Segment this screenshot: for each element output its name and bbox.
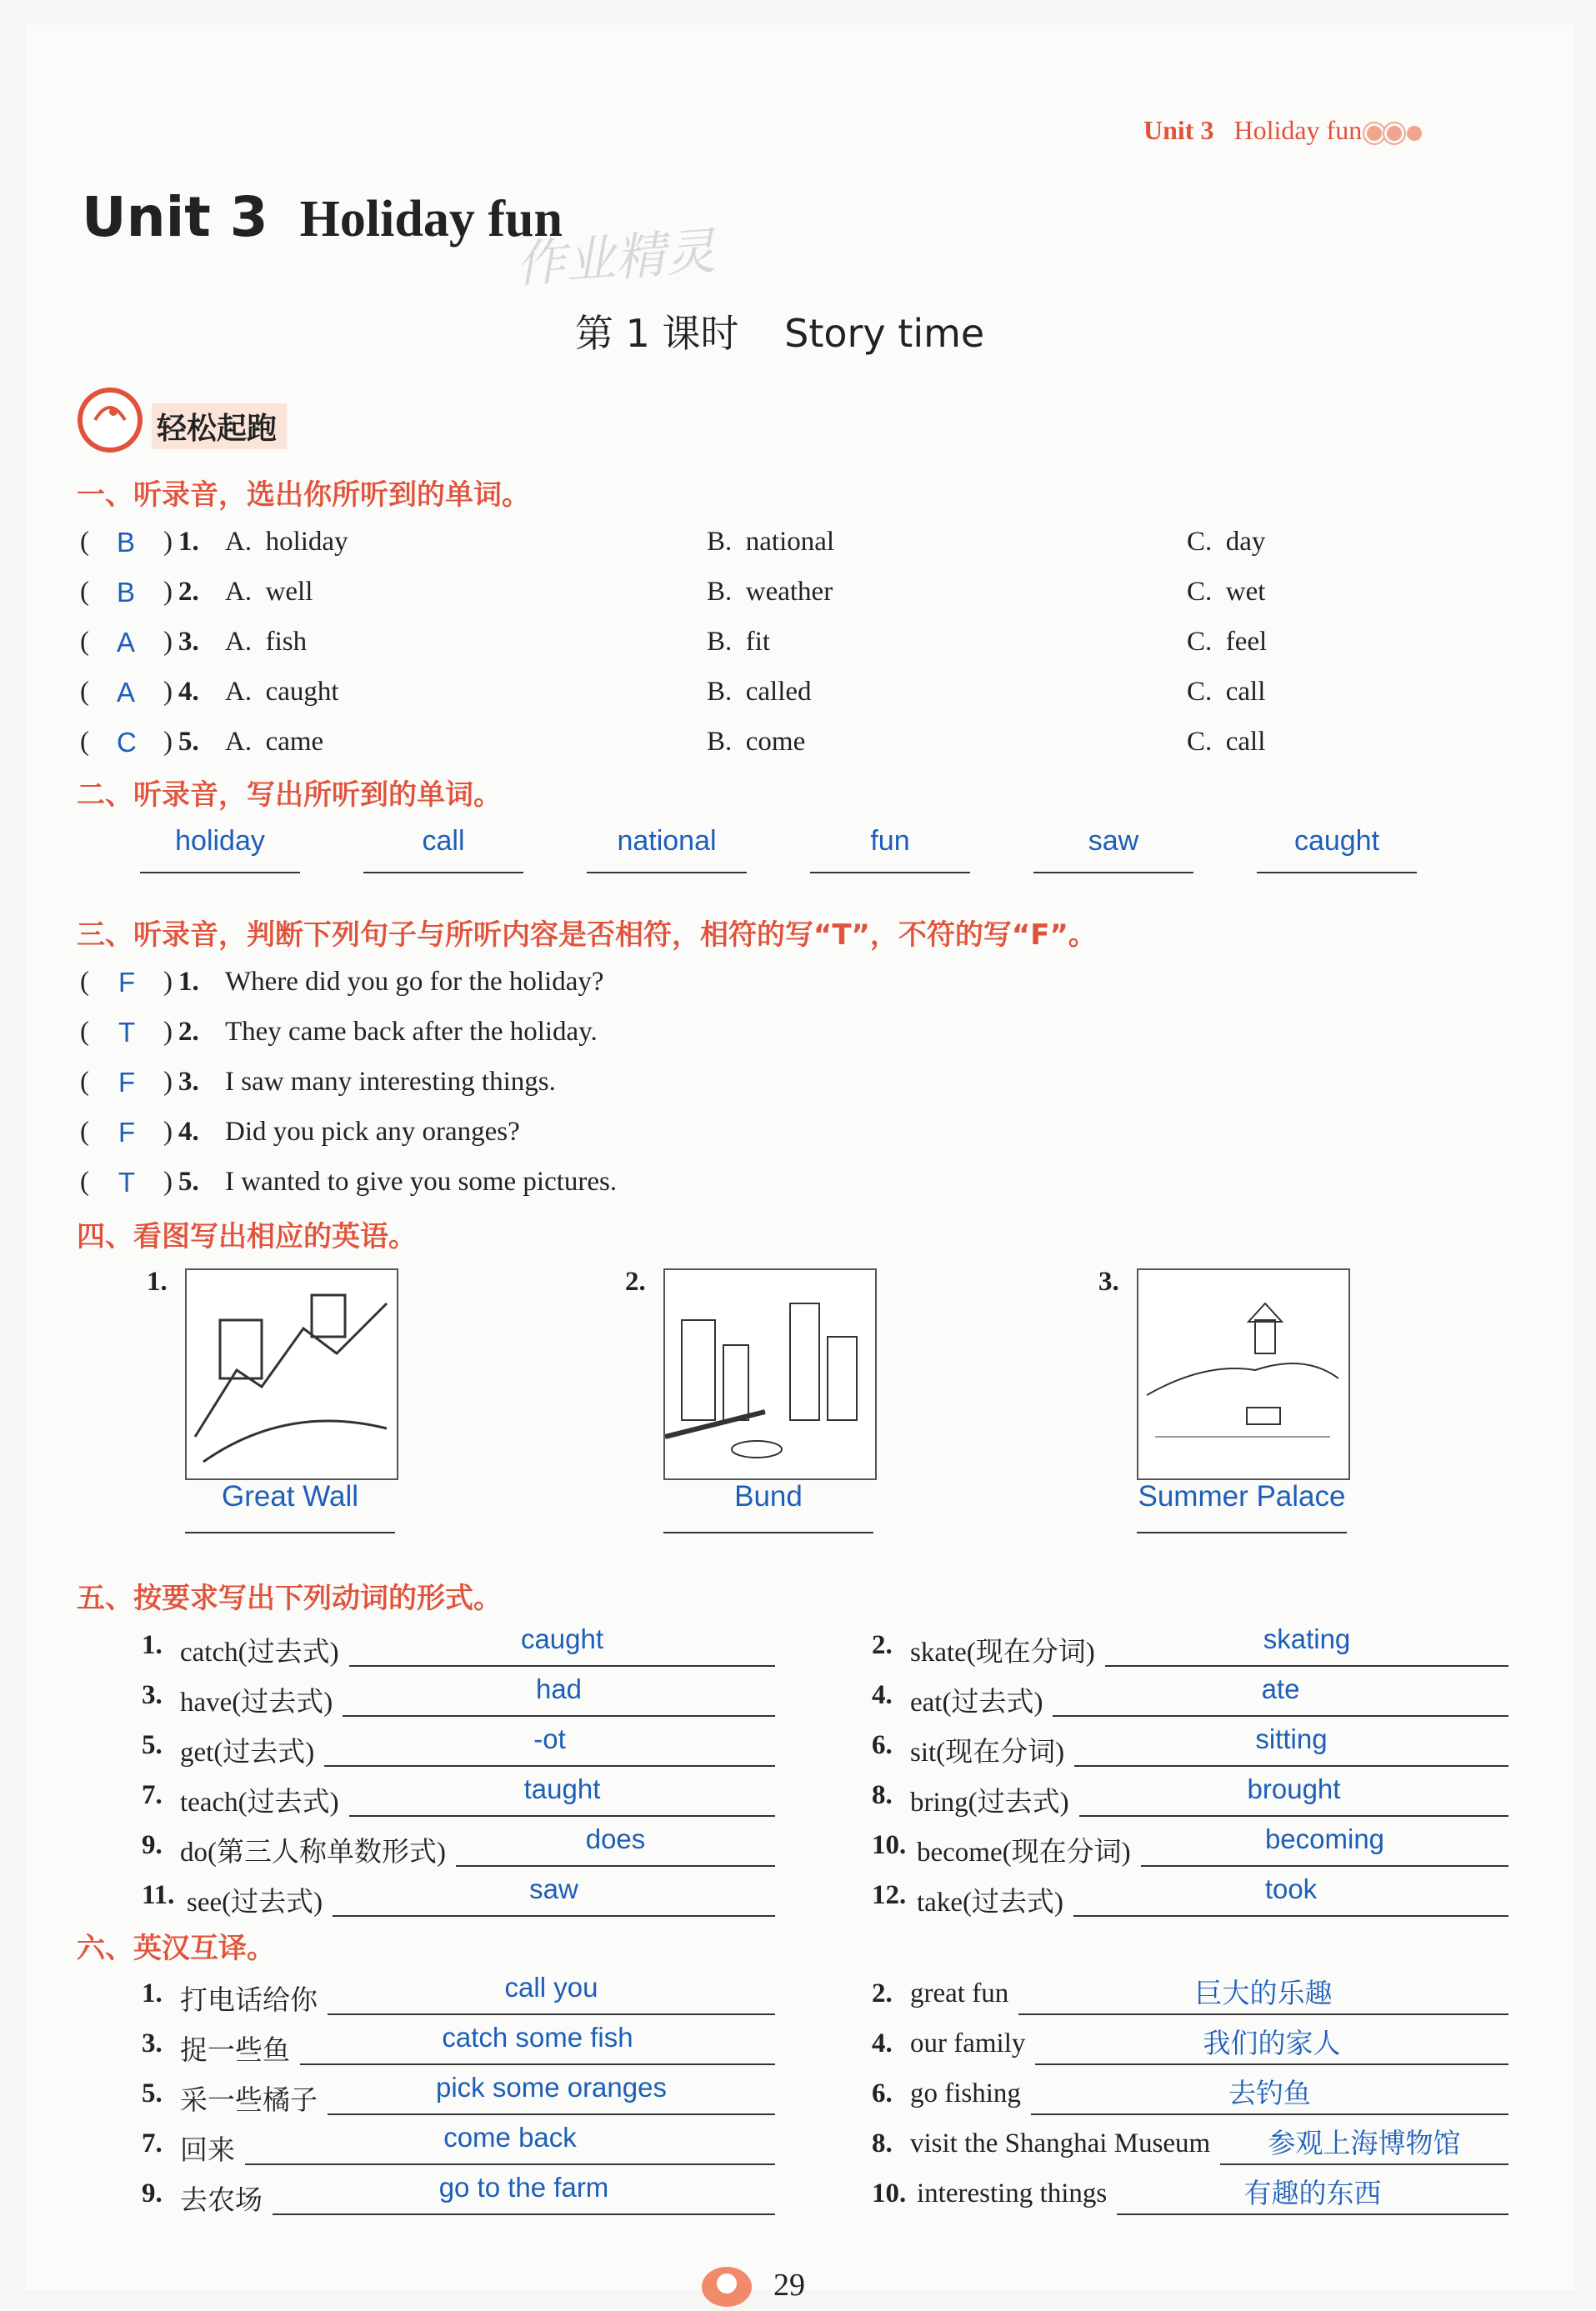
bracket-open: ( bbox=[80, 1117, 89, 1147]
question-text: interesting things bbox=[917, 2178, 1108, 2208]
exercise-row bbox=[872, 1823, 1508, 1877]
blank-underline bbox=[349, 1815, 775, 1817]
answer-text: 我们的家人 bbox=[1203, 2028, 1341, 2058]
question-text: take(过去式) bbox=[917, 1888, 1063, 1918]
answer-text: 参观上海博物馆 bbox=[1268, 2128, 1461, 2158]
choice-row bbox=[80, 677, 1497, 718]
answer-blank[interactable] bbox=[245, 2122, 775, 2167]
blank-underline bbox=[1257, 872, 1417, 873]
question-number: 9. bbox=[142, 2178, 163, 2208]
answer-blank[interactable] bbox=[1141, 1823, 1508, 1868]
question-number: 5. bbox=[142, 2078, 163, 2108]
bracket-open: ( bbox=[80, 1067, 89, 1097]
answer-text: ate bbox=[1261, 1673, 1300, 1704]
answer-text: pick some oranges bbox=[436, 2072, 667, 2103]
answer-blank[interactable] bbox=[328, 1972, 775, 2017]
exercise-row bbox=[142, 1972, 775, 2025]
question-text: see(过去式) bbox=[187, 1888, 323, 1918]
answer-text: taught bbox=[523, 1773, 601, 1804]
option-c: C. call bbox=[1187, 727, 1266, 757]
answer-blank[interactable] bbox=[343, 1673, 775, 1718]
question-text: 打电话给你 bbox=[180, 1986, 318, 2016]
question-number: 5. bbox=[178, 727, 199, 757]
blank-underline bbox=[324, 1765, 775, 1767]
judge-row bbox=[80, 1067, 1247, 1108]
option-c: C. wet bbox=[1187, 577, 1266, 607]
bracket-open: ( bbox=[80, 677, 89, 707]
question-number: 9. bbox=[142, 1830, 163, 1860]
answer-blank[interactable] bbox=[1220, 2122, 1508, 2167]
bracket-close: ) bbox=[163, 677, 173, 707]
question-number: 3. bbox=[178, 627, 199, 657]
blank-underline bbox=[1074, 1765, 1508, 1767]
sentence-text: They came back after the holiday. bbox=[225, 1017, 598, 1047]
question-number: 7. bbox=[142, 1780, 163, 1810]
sentence-text: I wanted to give you some pictures. bbox=[225, 1167, 618, 1197]
exercise-row bbox=[142, 2172, 775, 2225]
word-blank[interactable] bbox=[1033, 825, 1193, 877]
choice-row bbox=[80, 627, 1497, 668]
word-answer: call bbox=[422, 825, 465, 857]
lesson-name: Story time bbox=[784, 311, 985, 356]
answer-blank[interactable] bbox=[1074, 1723, 1508, 1768]
exercise-row bbox=[142, 2022, 775, 2075]
question-number: 8. bbox=[872, 1780, 893, 1810]
answer-text: caught bbox=[520, 1623, 604, 1654]
answer-blank[interactable]: F bbox=[118, 1067, 136, 1098]
answer-text: -ot bbox=[533, 1723, 566, 1754]
blank-underline bbox=[1117, 2213, 1508, 2215]
badge-label: 轻松起跑 bbox=[152, 403, 287, 449]
answer-text: does bbox=[585, 1823, 646, 1854]
running-header-unit: Unit 3 bbox=[1143, 115, 1214, 145]
answer-blank[interactable]: F bbox=[118, 1117, 136, 1148]
picture-number: 1. bbox=[147, 1267, 168, 1297]
exercise-row bbox=[142, 1723, 775, 1777]
blank-underline bbox=[456, 1865, 775, 1867]
answer-blank[interactable] bbox=[1079, 1773, 1508, 1818]
blank-underline bbox=[1079, 1815, 1508, 1817]
answer-text: 去钓鱼 bbox=[1228, 2078, 1311, 2108]
answer-blank[interactable]: B bbox=[117, 577, 136, 608]
option-c: C. day bbox=[1187, 527, 1266, 557]
word-answer: holiday bbox=[175, 825, 265, 857]
lesson-number: 第 1 课时 bbox=[575, 311, 739, 356]
answer-blank[interactable] bbox=[333, 1873, 775, 1918]
exercise-row bbox=[142, 2122, 775, 2175]
question-number: 3. bbox=[142, 1680, 163, 1710]
answer-text: took bbox=[1264, 1873, 1318, 1904]
answer-blank[interactable] bbox=[300, 2022, 775, 2067]
question-text: eat(过去式) bbox=[910, 1688, 1043, 1718]
question-number: 6. bbox=[872, 1730, 893, 1760]
page-number: 29 bbox=[773, 2268, 805, 2303]
question-number: 1. bbox=[178, 527, 199, 557]
word-blank[interactable] bbox=[140, 825, 300, 877]
word-blank[interactable] bbox=[1257, 825, 1417, 877]
blank-underline bbox=[300, 2063, 775, 2065]
picture-answer-blank[interactable] bbox=[185, 1480, 395, 1535]
section2-title: 二、听录音，写出所听到的单词。 bbox=[77, 778, 502, 812]
bracket-close: ) bbox=[163, 1017, 173, 1047]
exercise-row bbox=[872, 1978, 1508, 2025]
picture-answer-blank[interactable] bbox=[663, 1480, 873, 1535]
blank-underline bbox=[1105, 1665, 1508, 1667]
answer-blank[interactable] bbox=[324, 1723, 775, 1768]
section5-title: 五、按要求写出下列动词的形式。 bbox=[77, 1582, 502, 1615]
question-number: 2. bbox=[872, 1630, 893, 1660]
bracket-close: ) bbox=[163, 527, 173, 557]
exercise-row bbox=[142, 1873, 775, 1927]
blank-underline bbox=[185, 1532, 395, 1533]
blank-underline bbox=[333, 1915, 775, 1917]
blank-underline bbox=[1035, 2063, 1508, 2065]
blank-underline bbox=[1018, 2013, 1508, 2015]
question-text: our family bbox=[910, 2028, 1026, 2058]
page-title bbox=[82, 185, 563, 249]
question-number: 3. bbox=[142, 2028, 163, 2058]
bracket-close: ) bbox=[163, 577, 173, 607]
bracket-open: ( bbox=[80, 577, 89, 607]
answer-blank[interactable]: F bbox=[118, 967, 136, 998]
question-text: bring(过去式) bbox=[910, 1788, 1069, 1818]
answer-blank[interactable] bbox=[1035, 2022, 1508, 2067]
question-number: 1. bbox=[178, 967, 199, 997]
answer-text: call you bbox=[504, 1972, 598, 2003]
choice-row bbox=[80, 727, 1497, 768]
section-badge bbox=[77, 387, 278, 458]
picture-answer-blank[interactable] bbox=[1137, 1480, 1347, 1535]
answer-text: catch some fish bbox=[442, 2022, 633, 2053]
blank-underline bbox=[273, 2213, 775, 2215]
dot-icon bbox=[1387, 126, 1402, 141]
judge-row bbox=[80, 1117, 1247, 1158]
picture-answer: Bund bbox=[734, 1480, 803, 1513]
option-b: B. fit bbox=[707, 627, 771, 657]
blank-underline bbox=[587, 872, 747, 873]
bracket-close: ) bbox=[163, 727, 173, 757]
question-text: catch(过去式) bbox=[180, 1638, 339, 1668]
option-b: B. weather bbox=[707, 577, 833, 607]
question-text: 捉一些鱼 bbox=[180, 2036, 290, 2066]
bracket-open: ( bbox=[80, 627, 89, 657]
word-blank[interactable] bbox=[587, 825, 747, 877]
question-number: 3. bbox=[178, 1067, 199, 1097]
option-b: B. called bbox=[707, 677, 812, 707]
question-number: 12. bbox=[872, 1880, 907, 1910]
word-answer: fun bbox=[870, 825, 910, 857]
blank-underline bbox=[1141, 1865, 1508, 1867]
answer-text: brought bbox=[1247, 1773, 1341, 1804]
word-answer: caught bbox=[1293, 825, 1380, 857]
answer-text: go to the farm bbox=[438, 2172, 609, 2203]
bracket-close: ) bbox=[163, 1067, 173, 1097]
word-blank[interactable] bbox=[810, 825, 970, 877]
question-number: 2. bbox=[872, 1978, 893, 2008]
blank-underline bbox=[1031, 2113, 1508, 2115]
sentence-text: I saw many interesting things. bbox=[225, 1067, 556, 1097]
choice-row bbox=[80, 527, 1497, 568]
answer-blank[interactable] bbox=[273, 2172, 775, 2217]
exercise-row bbox=[142, 1823, 775, 1877]
option-a: A. caught bbox=[225, 677, 339, 707]
blank-underline bbox=[328, 2113, 775, 2115]
exercise-row bbox=[872, 2028, 1508, 2075]
title-topic: Holiday fun bbox=[299, 191, 563, 248]
word-blank[interactable] bbox=[363, 825, 523, 877]
question-text: visit the Shanghai Museum bbox=[910, 2128, 1211, 2158]
exercise-row bbox=[872, 1723, 1508, 1777]
question-number: 5. bbox=[142, 1730, 163, 1760]
question-text: go fishing bbox=[910, 2078, 1021, 2108]
question-number: 4. bbox=[872, 1680, 893, 1710]
exercise-row bbox=[872, 2078, 1508, 2125]
blank-underline bbox=[343, 1715, 775, 1717]
option-a: A. holiday bbox=[225, 527, 348, 557]
exercise-row bbox=[872, 1623, 1508, 1677]
blank-underline bbox=[1073, 1915, 1508, 1917]
answer-blank[interactable]: A bbox=[117, 677, 136, 708]
answer-blank[interactable] bbox=[349, 1623, 775, 1668]
question-number: 8. bbox=[872, 2128, 893, 2158]
exercise-row bbox=[872, 2128, 1508, 2175]
page-footer bbox=[697, 2258, 805, 2311]
exercise-row bbox=[142, 1773, 775, 1827]
blank-underline bbox=[1033, 872, 1193, 873]
section6-title: 六、英汉互译。 bbox=[77, 1932, 275, 1965]
answer-blank[interactable] bbox=[328, 2072, 775, 2117]
exercise-row bbox=[872, 1673, 1508, 1727]
bracket-open: ( bbox=[80, 1167, 89, 1197]
running-header bbox=[1143, 115, 1422, 146]
question-text: become(现在分词) bbox=[917, 1838, 1131, 1868]
question-number: 6. bbox=[872, 2078, 893, 2108]
mascot-icon bbox=[697, 2258, 763, 2307]
bracket-close: ) bbox=[163, 627, 173, 657]
bracket-open: ( bbox=[80, 967, 89, 997]
question-text: 采一些橘子 bbox=[180, 2086, 318, 2116]
answer-blank[interactable]: A bbox=[117, 627, 136, 658]
sentence-text: Did you pick any oranges? bbox=[225, 1117, 520, 1147]
picture-number: 2. bbox=[625, 1267, 646, 1297]
title-unit: Unit 3 bbox=[82, 185, 268, 249]
question-text: 回来 bbox=[180, 2136, 235, 2166]
bracket-open: ( bbox=[80, 727, 89, 757]
choice-row bbox=[80, 577, 1497, 618]
answer-blank[interactable] bbox=[1053, 1673, 1508, 1718]
blank-underline bbox=[363, 872, 523, 873]
question-number: 4. bbox=[872, 2028, 893, 2058]
judge-row bbox=[80, 967, 1247, 1008]
great-wall-picture-icon bbox=[185, 1268, 398, 1480]
question-number: 4. bbox=[178, 1117, 199, 1147]
dot-icon bbox=[1367, 126, 1382, 141]
answer-text: had bbox=[535, 1673, 583, 1704]
option-b: B. come bbox=[707, 727, 806, 757]
option-b: B. national bbox=[707, 527, 835, 557]
question-text: 去农场 bbox=[180, 2186, 263, 2216]
exercise-row bbox=[142, 1673, 775, 1727]
option-a: A. well bbox=[225, 577, 313, 607]
word-answer: saw bbox=[1088, 825, 1139, 857]
question-number: 11. bbox=[142, 1880, 175, 1910]
exercise-row bbox=[142, 1623, 775, 1677]
bracket-close: ) bbox=[163, 967, 173, 997]
answer-text: saw bbox=[529, 1873, 578, 1904]
dot-icon bbox=[1407, 126, 1422, 141]
question-number: 1. bbox=[142, 1978, 163, 2008]
answer-text: 巨大的乐趣 bbox=[1194, 1978, 1333, 2008]
word-answer: national bbox=[617, 825, 717, 857]
answer-blank[interactable] bbox=[1031, 2072, 1508, 2117]
lesson-title bbox=[575, 303, 984, 358]
answer-text: come back bbox=[443, 2122, 577, 2153]
answer-blank[interactable] bbox=[349, 1773, 775, 1818]
blank-underline bbox=[328, 2013, 775, 2015]
judge-row bbox=[80, 1017, 1247, 1058]
bracket-open: ( bbox=[80, 527, 89, 557]
question-text: get(过去式) bbox=[180, 1738, 315, 1768]
summer-palace-picture-icon bbox=[1137, 1268, 1350, 1480]
bund-picture-icon bbox=[663, 1268, 877, 1480]
section1-title: 一、听录音，选出你所听到的单词。 bbox=[77, 478, 530, 512]
option-a: A. came bbox=[225, 727, 324, 757]
blank-underline bbox=[245, 2163, 775, 2165]
question-text: great fun bbox=[910, 1978, 1009, 2008]
exercise-row bbox=[142, 2072, 775, 2125]
bracket-open: ( bbox=[80, 1017, 89, 1047]
question-number: 2. bbox=[178, 1017, 199, 1047]
blank-underline bbox=[1220, 2163, 1508, 2165]
section4-title: 四、看图写出相应的英语。 bbox=[77, 1220, 417, 1253]
runner-icon bbox=[77, 387, 152, 453]
blank-underline bbox=[663, 1532, 873, 1533]
question-number: 1. bbox=[142, 1630, 163, 1660]
answer-blank[interactable] bbox=[456, 1823, 775, 1868]
blank-underline bbox=[810, 872, 970, 873]
blank-underline bbox=[1137, 1532, 1347, 1533]
answer-blank[interactable]: C bbox=[117, 727, 137, 758]
section3-title: 三、听录音，判断下列句子与所听内容是否相符，相符的写“T”，不符的写“F”。 bbox=[77, 918, 1097, 952]
picture-answer: Summer Palace bbox=[1138, 1480, 1346, 1513]
question-text: have(过去式) bbox=[180, 1688, 333, 1718]
question-number: 5. bbox=[178, 1167, 199, 1197]
exercise-row bbox=[872, 1873, 1508, 1927]
answer-blank[interactable] bbox=[1073, 1873, 1508, 1918]
answer-blank[interactable]: B bbox=[117, 527, 136, 558]
blank-underline bbox=[1053, 1715, 1508, 1717]
bracket-close: ) bbox=[163, 1117, 173, 1147]
picture-number: 3. bbox=[1098, 1267, 1119, 1297]
answer-blank[interactable]: T bbox=[118, 1017, 136, 1048]
question-text: skate(现在分词) bbox=[910, 1638, 1095, 1668]
bracket-close: ) bbox=[163, 1167, 173, 1197]
answer-text: sitting bbox=[1255, 1723, 1328, 1754]
question-number: 4. bbox=[178, 677, 199, 707]
answer-text: skating bbox=[1263, 1623, 1351, 1654]
blank-underline bbox=[140, 872, 300, 873]
question-number: 10. bbox=[872, 1830, 907, 1860]
answer-blank[interactable] bbox=[1018, 1972, 1508, 2017]
sentence-text: Where did you go for the holiday? bbox=[225, 967, 604, 997]
question-number: 2. bbox=[178, 577, 199, 607]
blank-underline bbox=[349, 1665, 775, 1667]
exercise-row bbox=[872, 2178, 1508, 2225]
question-number: 10. bbox=[872, 2178, 907, 2208]
question-text: sit(现在分词) bbox=[910, 1738, 1065, 1768]
judge-row bbox=[80, 1167, 1247, 1208]
option-c: C. feel bbox=[1187, 627, 1268, 657]
answer-text: 有趣的东西 bbox=[1243, 2178, 1382, 2208]
answer-blank[interactable] bbox=[1105, 1623, 1508, 1668]
running-header-topic: Holiday fun bbox=[1233, 115, 1363, 145]
answer-blank[interactable]: T bbox=[118, 1167, 136, 1198]
question-number: 7. bbox=[142, 2128, 163, 2158]
watermark: 作业精灵 bbox=[513, 222, 718, 295]
exercise-row bbox=[872, 1773, 1508, 1827]
answer-blank[interactable] bbox=[1117, 2172, 1508, 2217]
question-text: teach(过去式) bbox=[180, 1788, 339, 1818]
answer-text: becoming bbox=[1264, 1823, 1385, 1854]
question-text: do(第三人称单数形式) bbox=[180, 1838, 446, 1868]
option-c: C. call bbox=[1187, 677, 1266, 707]
option-a: A. fish bbox=[225, 627, 308, 657]
picture-answer: Great Wall bbox=[221, 1480, 358, 1513]
